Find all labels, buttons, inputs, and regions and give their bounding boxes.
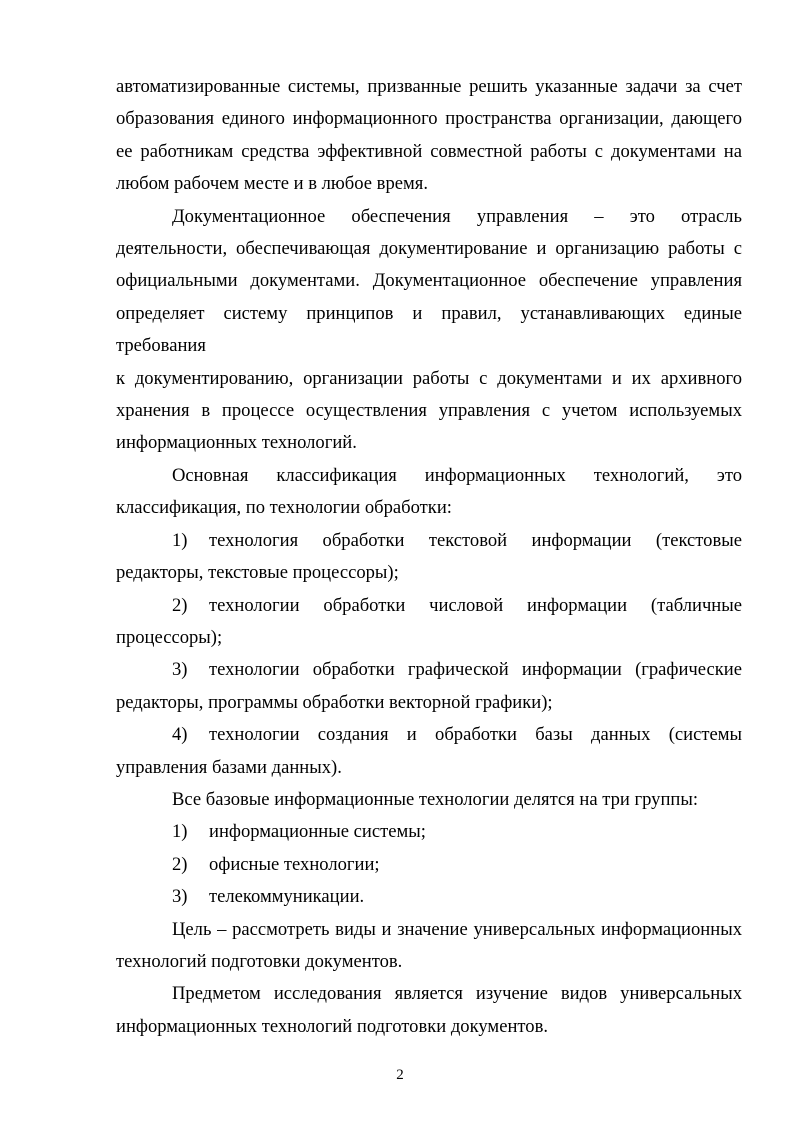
list-item-text: офисные технологии;: [209, 853, 380, 875]
list-item-number: 1): [172, 529, 188, 551]
paragraph-doc-support-continuation: к документированию, организации работы с документами и их архивного хранения в процессе осуществления управления с учетом используемых информационных технологий.: [116, 367, 742, 454]
list-item-text: информационные системы;: [209, 821, 426, 843]
list-item-number: 2): [172, 594, 188, 616]
paragraph-goal: Цель – рассмотреть виды и значение универсальных информационных технологий подготовки документов.: [116, 918, 742, 972]
list-item: [116, 719, 742, 784]
list-item: [116, 849, 742, 881]
list-item: [116, 654, 742, 719]
paragraph-intro-continuation: автоматизированные системы, призванные решить указанные задачи за счет образования единого информационного пространства организации, дающего ее работникам средства эффективной совместной работы с документами на любом рабочем месте и в любое время.: [116, 76, 742, 195]
list-item-text: технологии создания и обработки базы данных (системы управления базами данных).: [116, 724, 742, 778]
list-item-number: 3): [172, 659, 188, 681]
paragraph-groups-intro: Все базовые информационные технологии делятся на три группы:: [172, 788, 699, 810]
list-item: [116, 525, 742, 590]
body-text: [116, 71, 742, 1043]
list-item: [116, 590, 742, 655]
paragraph-classification-intro: Основная классификация информационных технологий, это классификация, по технологии обработки:: [116, 464, 742, 519]
list-item-text: технология обработки текстовой информации (текстовые редакторы, текстовые процессоры);: [116, 529, 742, 584]
list-item-number: 4): [172, 724, 188, 746]
paragraph-subject: Предметом исследования является изучение видов универсальных информационных технологий подготовки документов.: [116, 983, 742, 1037]
list-item: [116, 881, 742, 913]
list-item-number: 2): [172, 853, 188, 875]
list-item-text: технологии обработки числовой информации (табличные процессоры);: [116, 594, 742, 648]
page-number: 2: [396, 1067, 404, 1083]
list-item-text: технологии обработки графической информации (графические редакторы, программы обработки векторной графики);: [116, 659, 742, 713]
paragraph-doc-support-definition: Документационное обеспечения управления – это отрасль деятельности, обеспечивающая документирование и организацию работы с официальными документами. Документационное обеспечение управления определяет систему принципов и правил, устанавливающих единые требования: [116, 205, 742, 357]
list-item-number: 3): [172, 886, 188, 908]
list-item-text: телекоммуникации.: [209, 886, 365, 908]
list-item-number: 1): [172, 821, 188, 843]
list-item: [116, 816, 742, 848]
